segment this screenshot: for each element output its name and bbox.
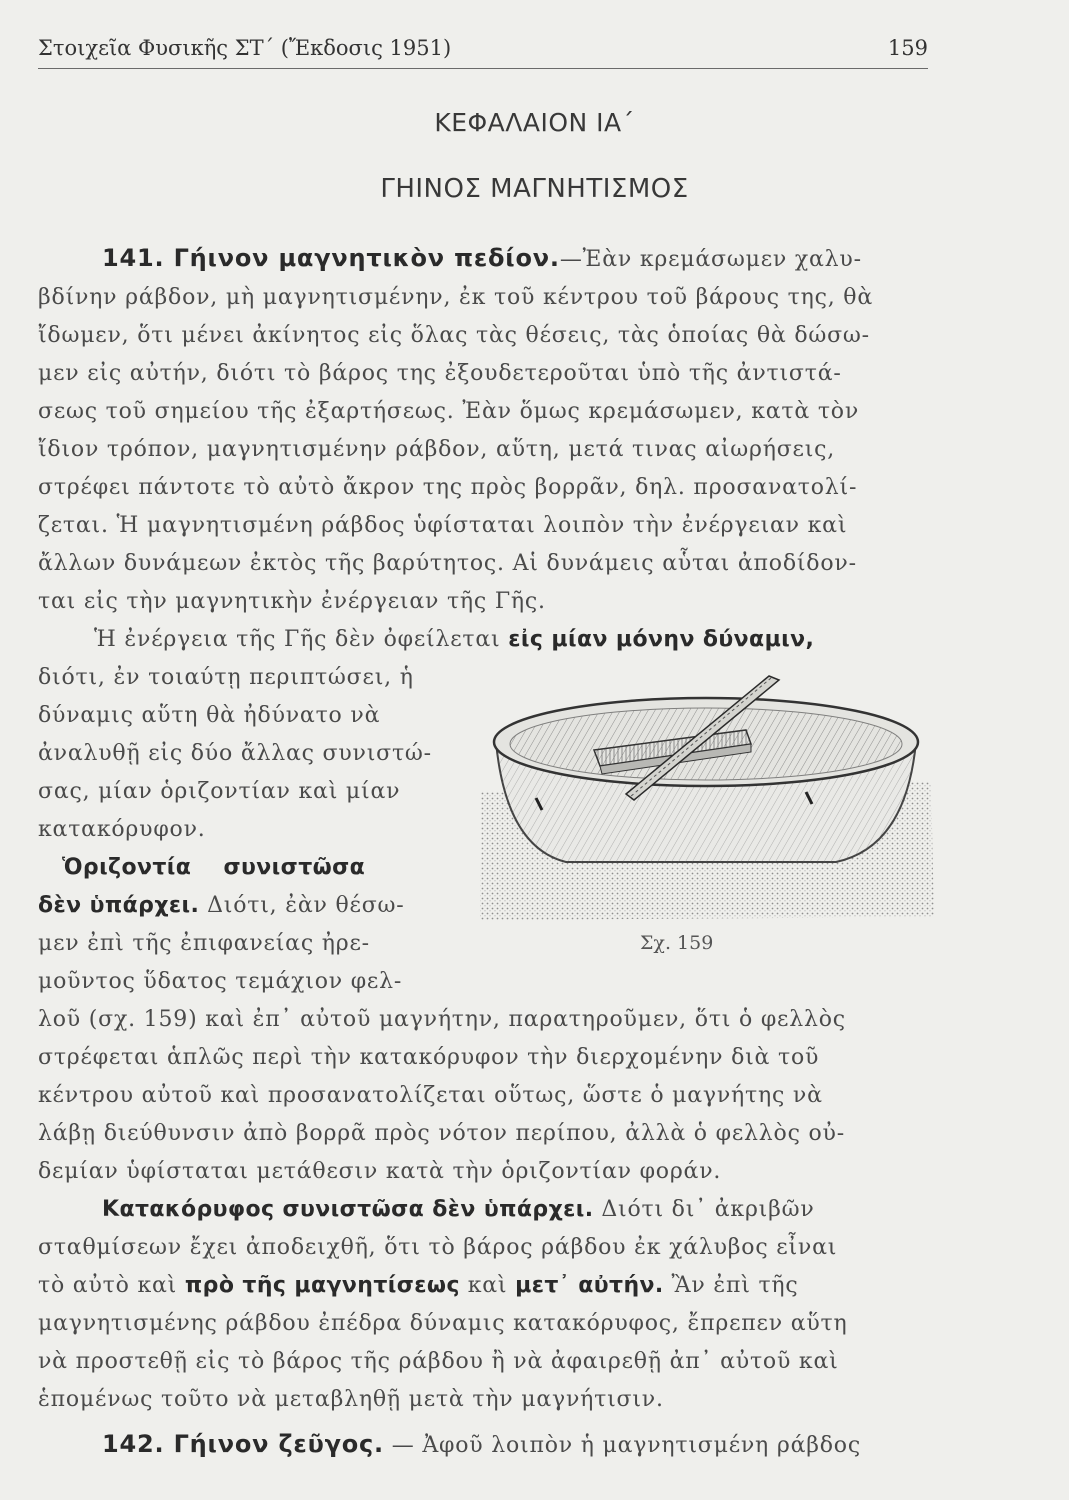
paragraph-line: ἴδωμεν, ὅτι μένει ἀκίνητος εἰς ὅλας τὰς θέσεις, τὰς ὁποίας θὰ δώσω- xyxy=(38,323,870,348)
chapter-heading: ΚΕΦΑΛΑΙΟΝ ΙΑ΄ xyxy=(434,108,635,137)
paragraph-line: κατακόρυφον. xyxy=(38,817,206,842)
paragraph-line: σεως τοῦ σημείου τῆς ἐξαρτήσεως. Ἐὰν ὅμως κρεμάσωμεν, κατὰ τὸν xyxy=(38,399,860,424)
text-run: — Ἀφοῦ λοιπὸν ἡ μαγνητισμένη ράβδος xyxy=(383,1433,861,1458)
paragraph-line: νὰ προστεθῇ εἰς τὸ βάρος τῆς ράβδου ἢ νὰ ἀφαιρεθῇ ἀπ᾽ αὐτοῦ καὶ xyxy=(38,1349,839,1374)
paragraph-line: μεν εἰς αὐτήν, διότι τὸ βάρος της ἐξουδετεροῦται ὑπὸ τῆς ἀντιστά- xyxy=(38,361,842,386)
paragraph-line: δεμίαν ὑφίσταται μετάθεσιν κατὰ τὴν ὁριζοντίαν φοράν. xyxy=(38,1159,722,1184)
paragraph-line xyxy=(102,1195,815,1225)
paragraph-line: ται εἰς τὴν μαγνητικὴν ἐνέργειαν τῆς Γῆς. xyxy=(38,589,546,614)
text-run: Διότι, ἐὰν θέσω- xyxy=(199,893,405,918)
paragraph-line xyxy=(38,1271,799,1301)
paragraph-line: στρέφει πάντοτε τὸ αὐτὸ ἄκρον της πρὸς βορρᾶν, δηλ. προσανατολί- xyxy=(38,475,858,500)
figure-floating-magnet-illustration xyxy=(476,672,936,922)
emphasis-text: εἰς μίαν μόνην δύναμιν, xyxy=(508,627,815,652)
emphasis-text: δὲν ὑπάρχει. xyxy=(38,893,200,918)
section-141-heading: 141. Γήινον μαγνητικὸν πεδίον. xyxy=(102,244,560,272)
paragraph-line: μεν ἐπὶ τῆς ἐπιφανείας ἠρε- xyxy=(38,931,370,956)
paragraph-line: ἴδιον τρόπον, μαγνητισμένην ράβδον, αὕτη, μετά τινας αἰωρήσεις, xyxy=(38,437,836,462)
running-title: Στοιχεῖα Φυσικῆς ΣΤ΄ (Ἔκδοσις 1951) xyxy=(38,36,452,60)
paragraph-line xyxy=(94,625,814,655)
paragraph-line: σας, μίαν ὁριζοντίαν καὶ μίαν xyxy=(38,779,401,804)
chapter-title: ΓΗΙΝΟΣ ΜΑΓΝΗΤΙΣΜΟΣ xyxy=(380,174,689,204)
paragraph-line: σταθμίσεων ἔχει ἀποδειχθῆ, ὅτι τὸ βάρος ράβδου ἐκ χάλυβος εἶναι xyxy=(38,1235,838,1260)
paragraph-line: κέντρου αὐτοῦ καὶ προσανατολίζεται οὕτως, ὥστε ὁ μαγνήτης νὰ xyxy=(38,1083,823,1108)
running-header xyxy=(38,30,928,69)
emphasis-text: Κατακόρυφος συνιστῶσα δὲν ὑπάρχει. xyxy=(102,1197,594,1222)
paragraph-line: στρέφεται ἁπλῶς περὶ τὴν κατακόρυφον τὴν διερχομένην διὰ τοῦ xyxy=(38,1045,820,1070)
subheading-horizontal-component: Ὁριζοντία συνιστῶσα xyxy=(62,855,366,880)
paragraph-line: δύναμις αὕτη θὰ ἠδύνατο νὰ xyxy=(38,703,381,728)
paragraph-line: ἑπομένως τοῦτο νὰ μεταβληθῇ μετὰ τὴν μαγνήτισιν. xyxy=(38,1387,664,1412)
text-run: Ἡ ἐνέργεια τῆς Γῆς δὲν ὀφείλεται xyxy=(94,627,509,652)
figure-caption: Σχ. 159 xyxy=(640,932,714,954)
emphasis-text: μετ᾽ αὐτήν. xyxy=(515,1273,664,1298)
text-run: καὶ xyxy=(459,1273,516,1298)
text-run: Διότι δι᾽ ἀκριβῶν xyxy=(593,1197,815,1222)
paragraph-line: λοῦ (σχ. 159) καὶ ἐπ᾽ αὐτοῦ μαγνήτην, παρατηροῦμεν, ὅτι ὁ φελλὸς xyxy=(38,1007,846,1032)
section-142-heading: 142. Γήινον ζεῦγος. xyxy=(102,1430,384,1458)
paragraph-line xyxy=(38,891,405,921)
paragraph-line: λάβῃ διεύθυνσιν ἀπὸ βορρᾶ πρὸς νότον περίπου, ἀλλὰ ὁ φελλὸς οὐ- xyxy=(38,1121,845,1146)
floating-magnet-drawing xyxy=(476,672,936,922)
paragraph-line: διότι, ἐν τοιαύτῃ περιπτώσει, ἡ xyxy=(38,665,414,690)
page-number: 159 xyxy=(887,36,928,60)
paragraph-line: βδίνην ράβδον, μὴ μαγνητισμένην, ἐκ τοῦ κέντρου τοῦ βάρους της, θὰ xyxy=(38,285,873,310)
text-run: —Ἐὰν κρεμάσωμεν χαλυ- xyxy=(559,247,862,272)
section-142-first-line xyxy=(102,1429,861,1461)
text-run: τὸ αὐτὸ καὶ xyxy=(38,1273,185,1298)
paragraph-line: ἀναλυθῇ εἰς δύο ἄλλας συνιστώ- xyxy=(38,741,432,766)
paragraph-line: μοῦντος ὕδατος τεμάχιον φελ- xyxy=(38,969,403,994)
paragraph-line: ἄλλων δυνάμεων ἐκτὸς τῆς βαρύτητος. Αἱ δυνάμεις αὗται ἀποδίδον- xyxy=(38,551,857,576)
section-141-first-line xyxy=(102,243,862,275)
paragraph-line: μαγνητισμένης ράβδου ἐπέδρα δύναμις κατακόρυφος, ἔπρεπεν αὕτη xyxy=(38,1311,848,1336)
text-run: Ἂν ἐπὶ τῆς xyxy=(663,1273,799,1298)
paragraph-line: ζεται. Ἡ μαγνητισμένη ράβδος ὑφίσταται λοιπὸν τὴν ἐνέργειαν καὶ xyxy=(38,513,848,538)
emphasis-text: πρὸ τῆς μαγνητίσεως xyxy=(184,1273,460,1298)
